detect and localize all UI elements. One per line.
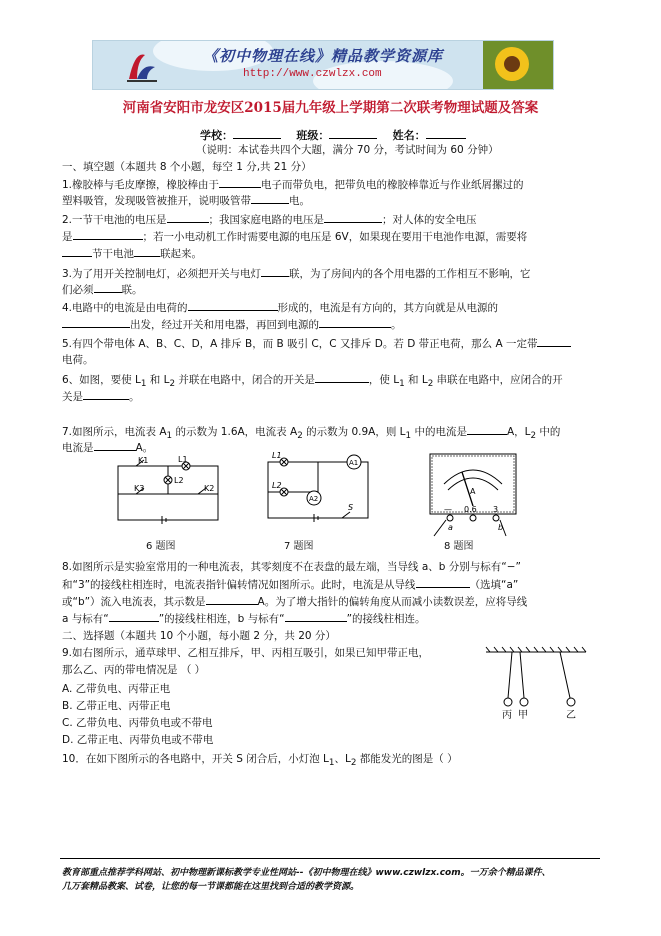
question-9: 9.如右图所示，通草球甲、乙相互排斥，甲、丙相互吸引，如果已知甲带正电，	[62, 647, 430, 659]
fig8-terminal-06: 0.6	[464, 505, 477, 514]
question-6-cont: 关是 。	[62, 391, 140, 403]
question-6: 6、如图，要使 $L_1$ 和 $L_2$ 并联在电路中，闭合的开关是 ，使 $L_1$ 和 $L_2$ 串联在电路中，应闭合的开	[62, 374, 563, 390]
question-8-cont: 和“3”的接线柱相连时，电流表指针偏转情况如图所示。此时，电流是从导线 （选填“a”	[62, 579, 519, 591]
fig8-wire-b: b	[498, 523, 504, 532]
figure-7-label: 7 题图	[284, 541, 314, 552]
question-2-cont: 是 ；若一小电动机工作时需要电源的电压是 6V，如果现在要用干电池作电源，需要将	[62, 231, 528, 243]
fig7-a2-label: A2	[309, 495, 319, 503]
question-3-cont: 们必须 联。	[62, 284, 143, 296]
ball-bing-label: 丙	[502, 710, 512, 721]
footer-line-1: 教育部重点推荐学科网站、初中物理新课标教学专业性网站--《初中物理在线》www.czwlzx.com。一万余个精品课件、	[62, 868, 551, 878]
figure-6-circuit	[108, 454, 228, 532]
fig8-unit-label: A	[470, 487, 476, 496]
figure-8-label: 8 题图	[444, 541, 474, 552]
fig8-terminal-minus: —	[444, 505, 452, 514]
question-10: 10．在如下图所示的各电路中，开关 S 闭合后，小灯泡 $L_1$、$L_2$ 都能发光的图是（ ）	[62, 753, 458, 769]
question-9-option-b[interactable]: B. 乙带正电、丙带正电	[62, 700, 171, 712]
document-title: 河南省安阳市龙安区2015届九年级上学期第二次联考物理试题及答案	[122, 100, 539, 116]
student-info-fields: 学校： 班级： 姓名：	[200, 127, 466, 143]
question-4-cont: 出发，经过开关和用电器，再回到电源的 。	[62, 317, 402, 332]
question-8-cont2: 或“b”）流入电流表，其示数是 A。为了增大指针的偏转角度从而减小读数误差，应将导线	[62, 596, 528, 608]
ball-yi-label: 乙	[566, 710, 576, 721]
question-9-option-a[interactable]: A. 乙带负电、丙带正电	[62, 683, 171, 695]
ball-jia-label: 甲	[518, 710, 528, 721]
fig6-k2-label: K2	[204, 484, 215, 493]
question-4: 4.电路中的电流是由电荷的 形成的，电流是有方向的，其方向就是从电源的	[62, 302, 499, 314]
question-8-cont3: a 与标有“ ”的接线柱相连，b 与标有“ ”的接线柱相连。	[62, 613, 426, 625]
question-9-option-c[interactable]: C. 乙带负电、丙带负电或不带电	[62, 717, 213, 729]
figure-9-pith-balls	[484, 646, 588, 722]
question-1-cont: 塑料吸管，发现吸管被推开，说明吸管带 电。	[62, 195, 310, 207]
footer-divider	[60, 858, 600, 859]
question-3: 3.为了用开关控制电灯，必须把开关与电灯 联，为了房间内的各个用电器的工作相互不影响，它	[62, 268, 531, 280]
question-9-cont: 那么乙、丙的带电情况是 （ ）	[62, 664, 206, 676]
header-banner	[92, 40, 554, 90]
question-9-option-d[interactable]: D. 乙带正电、丙带负电或不带电	[62, 734, 214, 746]
fig7-l2-label: L2	[272, 481, 282, 490]
fig8-terminal-3: 3	[493, 505, 499, 514]
fig6-k1-label: K1	[138, 456, 149, 465]
question-2: 2.一节干电池的电压是 ；我国家庭电路的电压是 ；对人体的安全电压	[62, 214, 477, 226]
site-logo-icon	[121, 45, 161, 85]
fig8-wire-a: a	[448, 523, 453, 532]
fig6-l1-label: L1	[178, 455, 188, 464]
question-7-cont: 电流是 A。	[62, 442, 154, 454]
footer-line-2: 几万套精品教案、试卷，让您的每一节课都能在这里找到合适的教学资源。	[62, 882, 360, 892]
banner-title: 《初中物理在线》精品教学资源库	[203, 47, 444, 65]
section-1-heading: 一、填空题（本题共 8 个小题，每空 1 分,共 21 分）	[62, 161, 312, 173]
question-5-cont: 电荷。	[62, 354, 94, 366]
section-2-heading: 二、选择题（本题共 10 个小题，每小题 2 分，共 20 分）	[62, 630, 336, 642]
question-5: 5.有四个带电体 A、B、C、D，A 排斥 B，而 B 吸引 C，C 又排斥 D。若 D 带正电荷，那么 A 一定带	[62, 336, 571, 351]
sunflower-image	[483, 41, 553, 89]
figure-7-circuit	[258, 450, 378, 530]
fig6-l2-label: L2	[174, 476, 184, 485]
banner-url[interactable]: http://www.czwlzx.com	[243, 68, 382, 80]
fig6-k3-label: K3	[134, 484, 145, 493]
question-2-cont2: 节干电池 联起来。	[62, 246, 202, 261]
figure-6-label: 6 题图	[146, 541, 176, 552]
question-7: 7.如图所示，电流表 $A_1$ 的示数为 1.6A，电流表 $A_2$ 的示数为 0.9A，则 $L_1$ 中的电流是 A，$L_2$ 中的	[62, 426, 561, 442]
fig7-s-label: S	[348, 503, 354, 512]
exam-note: （说明：本试卷共四个大题，满分 70 分，考试时间为 60 分钟）	[196, 144, 499, 156]
question-8: 8.如图所示是实验室常用的一种电流表，其零刻度不在表盘的最左端，当导线 a、b 分别与标有“−”	[62, 561, 521, 573]
figure-8-ammeter	[424, 450, 524, 540]
fig7-a1-label: A1	[349, 459, 359, 467]
fig7-l1-label: L1	[272, 451, 282, 460]
question-1: 1.橡胶棒与毛皮摩擦，橡胶棒由于 电子而带负电，把带负电的橡胶棒靠近与作业纸屑摞过的	[62, 179, 524, 191]
